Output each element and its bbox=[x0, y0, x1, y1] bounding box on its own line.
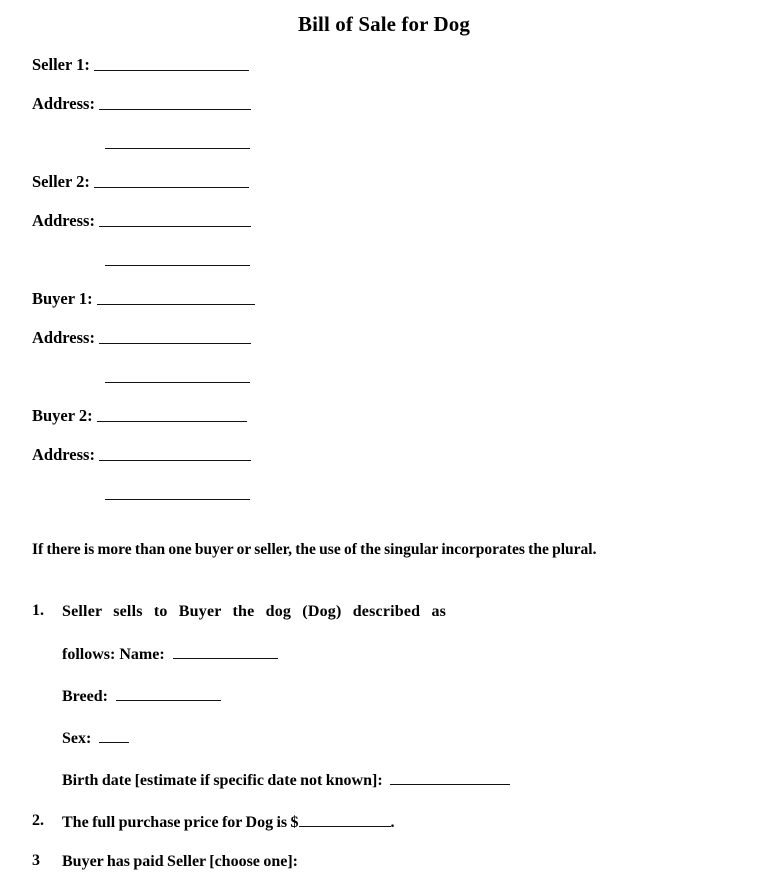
seller2-address-label: Address: bbox=[32, 211, 95, 230]
buyer2-address-blank-line2[interactable] bbox=[105, 485, 250, 500]
buyer1-address-blank[interactable] bbox=[99, 329, 251, 344]
clause-1-breed-label: Breed: bbox=[62, 688, 108, 705]
clause-2-price-blank[interactable] bbox=[299, 812, 391, 827]
singular-plural-paragraph: If there is more than one buyer or seller, the use of the singular incorporates the plural. bbox=[32, 541, 597, 558]
clause-1-sex-label: Sex: bbox=[62, 730, 92, 747]
buyer2-address-blank[interactable] bbox=[99, 446, 251, 461]
page-title: Bill of Sale for Dog bbox=[298, 12, 470, 36]
clause-1-birthdate-blank[interactable] bbox=[390, 770, 510, 785]
seller1-address-blank-line2[interactable] bbox=[105, 134, 250, 149]
field-row-buyer2-address-line2 bbox=[32, 485, 732, 524]
clause-3-body bbox=[62, 852, 732, 890]
clause-1-name-line bbox=[62, 644, 732, 686]
clause-2-body bbox=[62, 812, 732, 852]
clause-list bbox=[32, 602, 732, 892]
field-row-buyer2-address bbox=[32, 446, 732, 485]
clause-3-line-1: Buyer has paid Seller [choose one]: bbox=[62, 853, 298, 870]
clause-1-sex-line bbox=[62, 728, 732, 770]
seller1-address-label: Address: bbox=[32, 94, 95, 113]
seller1-label: Seller 1: bbox=[32, 55, 90, 74]
buyer2-address-label: Address: bbox=[32, 445, 95, 464]
clause-2-number: 2. bbox=[32, 812, 44, 829]
clause-item-3 bbox=[32, 852, 732, 892]
seller1-address-blank[interactable] bbox=[99, 95, 251, 110]
buyer1-address-blank-line2[interactable] bbox=[105, 368, 250, 383]
clause-3-number: 3 bbox=[32, 852, 40, 869]
clause-1-body bbox=[62, 602, 732, 812]
field-row-seller2-address-line2 bbox=[32, 251, 732, 290]
buyer2-blank[interactable] bbox=[97, 407, 247, 422]
buyer2-label: Buyer 2: bbox=[32, 406, 93, 425]
seller2-label: Seller 2: bbox=[32, 172, 90, 191]
clause-1-number: 1. bbox=[32, 602, 44, 619]
field-row-buyer2 bbox=[32, 407, 732, 446]
clause-1-name-blank[interactable] bbox=[173, 644, 278, 659]
seller2-address-blank-line2[interactable] bbox=[105, 251, 250, 266]
clause-1-birthdate-label: Birth date [estimate if specific date not known]: bbox=[62, 772, 383, 789]
field-row-buyer1-address bbox=[32, 329, 732, 368]
seller1-blank[interactable] bbox=[94, 56, 249, 71]
seller2-address-blank[interactable] bbox=[99, 212, 251, 227]
clause-1-breed-line bbox=[62, 686, 732, 728]
field-row-seller2 bbox=[32, 173, 732, 212]
buyer1-address-label: Address: bbox=[32, 328, 95, 347]
clause-2-text-after: . bbox=[390, 814, 395, 831]
clause-2-text-before: The full purchase price for Dog is $ bbox=[62, 814, 299, 831]
clause-1-sex-blank[interactable] bbox=[99, 728, 129, 743]
clause-1-name-label: follows: Name: bbox=[62, 646, 165, 663]
party-fields-block bbox=[32, 56, 732, 524]
clause-1-line-1: Seller sells to Buyer the dog (Dog) described as bbox=[62, 603, 447, 620]
field-row-seller1-address bbox=[32, 95, 732, 134]
clause-1-birthdate-line bbox=[62, 770, 732, 812]
field-row-seller1-address-line2 bbox=[32, 134, 732, 173]
clause-item-2 bbox=[32, 812, 732, 852]
clause-2-line-1 bbox=[62, 812, 732, 852]
clause-1-breed-blank[interactable] bbox=[116, 686, 221, 701]
buyer1-label: Buyer 1: bbox=[32, 289, 93, 308]
field-row-buyer1 bbox=[32, 290, 732, 329]
buyer1-blank[interactable] bbox=[97, 290, 255, 305]
field-row-seller2-address bbox=[32, 212, 732, 251]
clause-item-1 bbox=[32, 602, 732, 812]
seller2-blank[interactable] bbox=[94, 173, 249, 188]
field-row-buyer1-address-line2 bbox=[32, 368, 732, 407]
field-row-seller1 bbox=[32, 56, 732, 95]
